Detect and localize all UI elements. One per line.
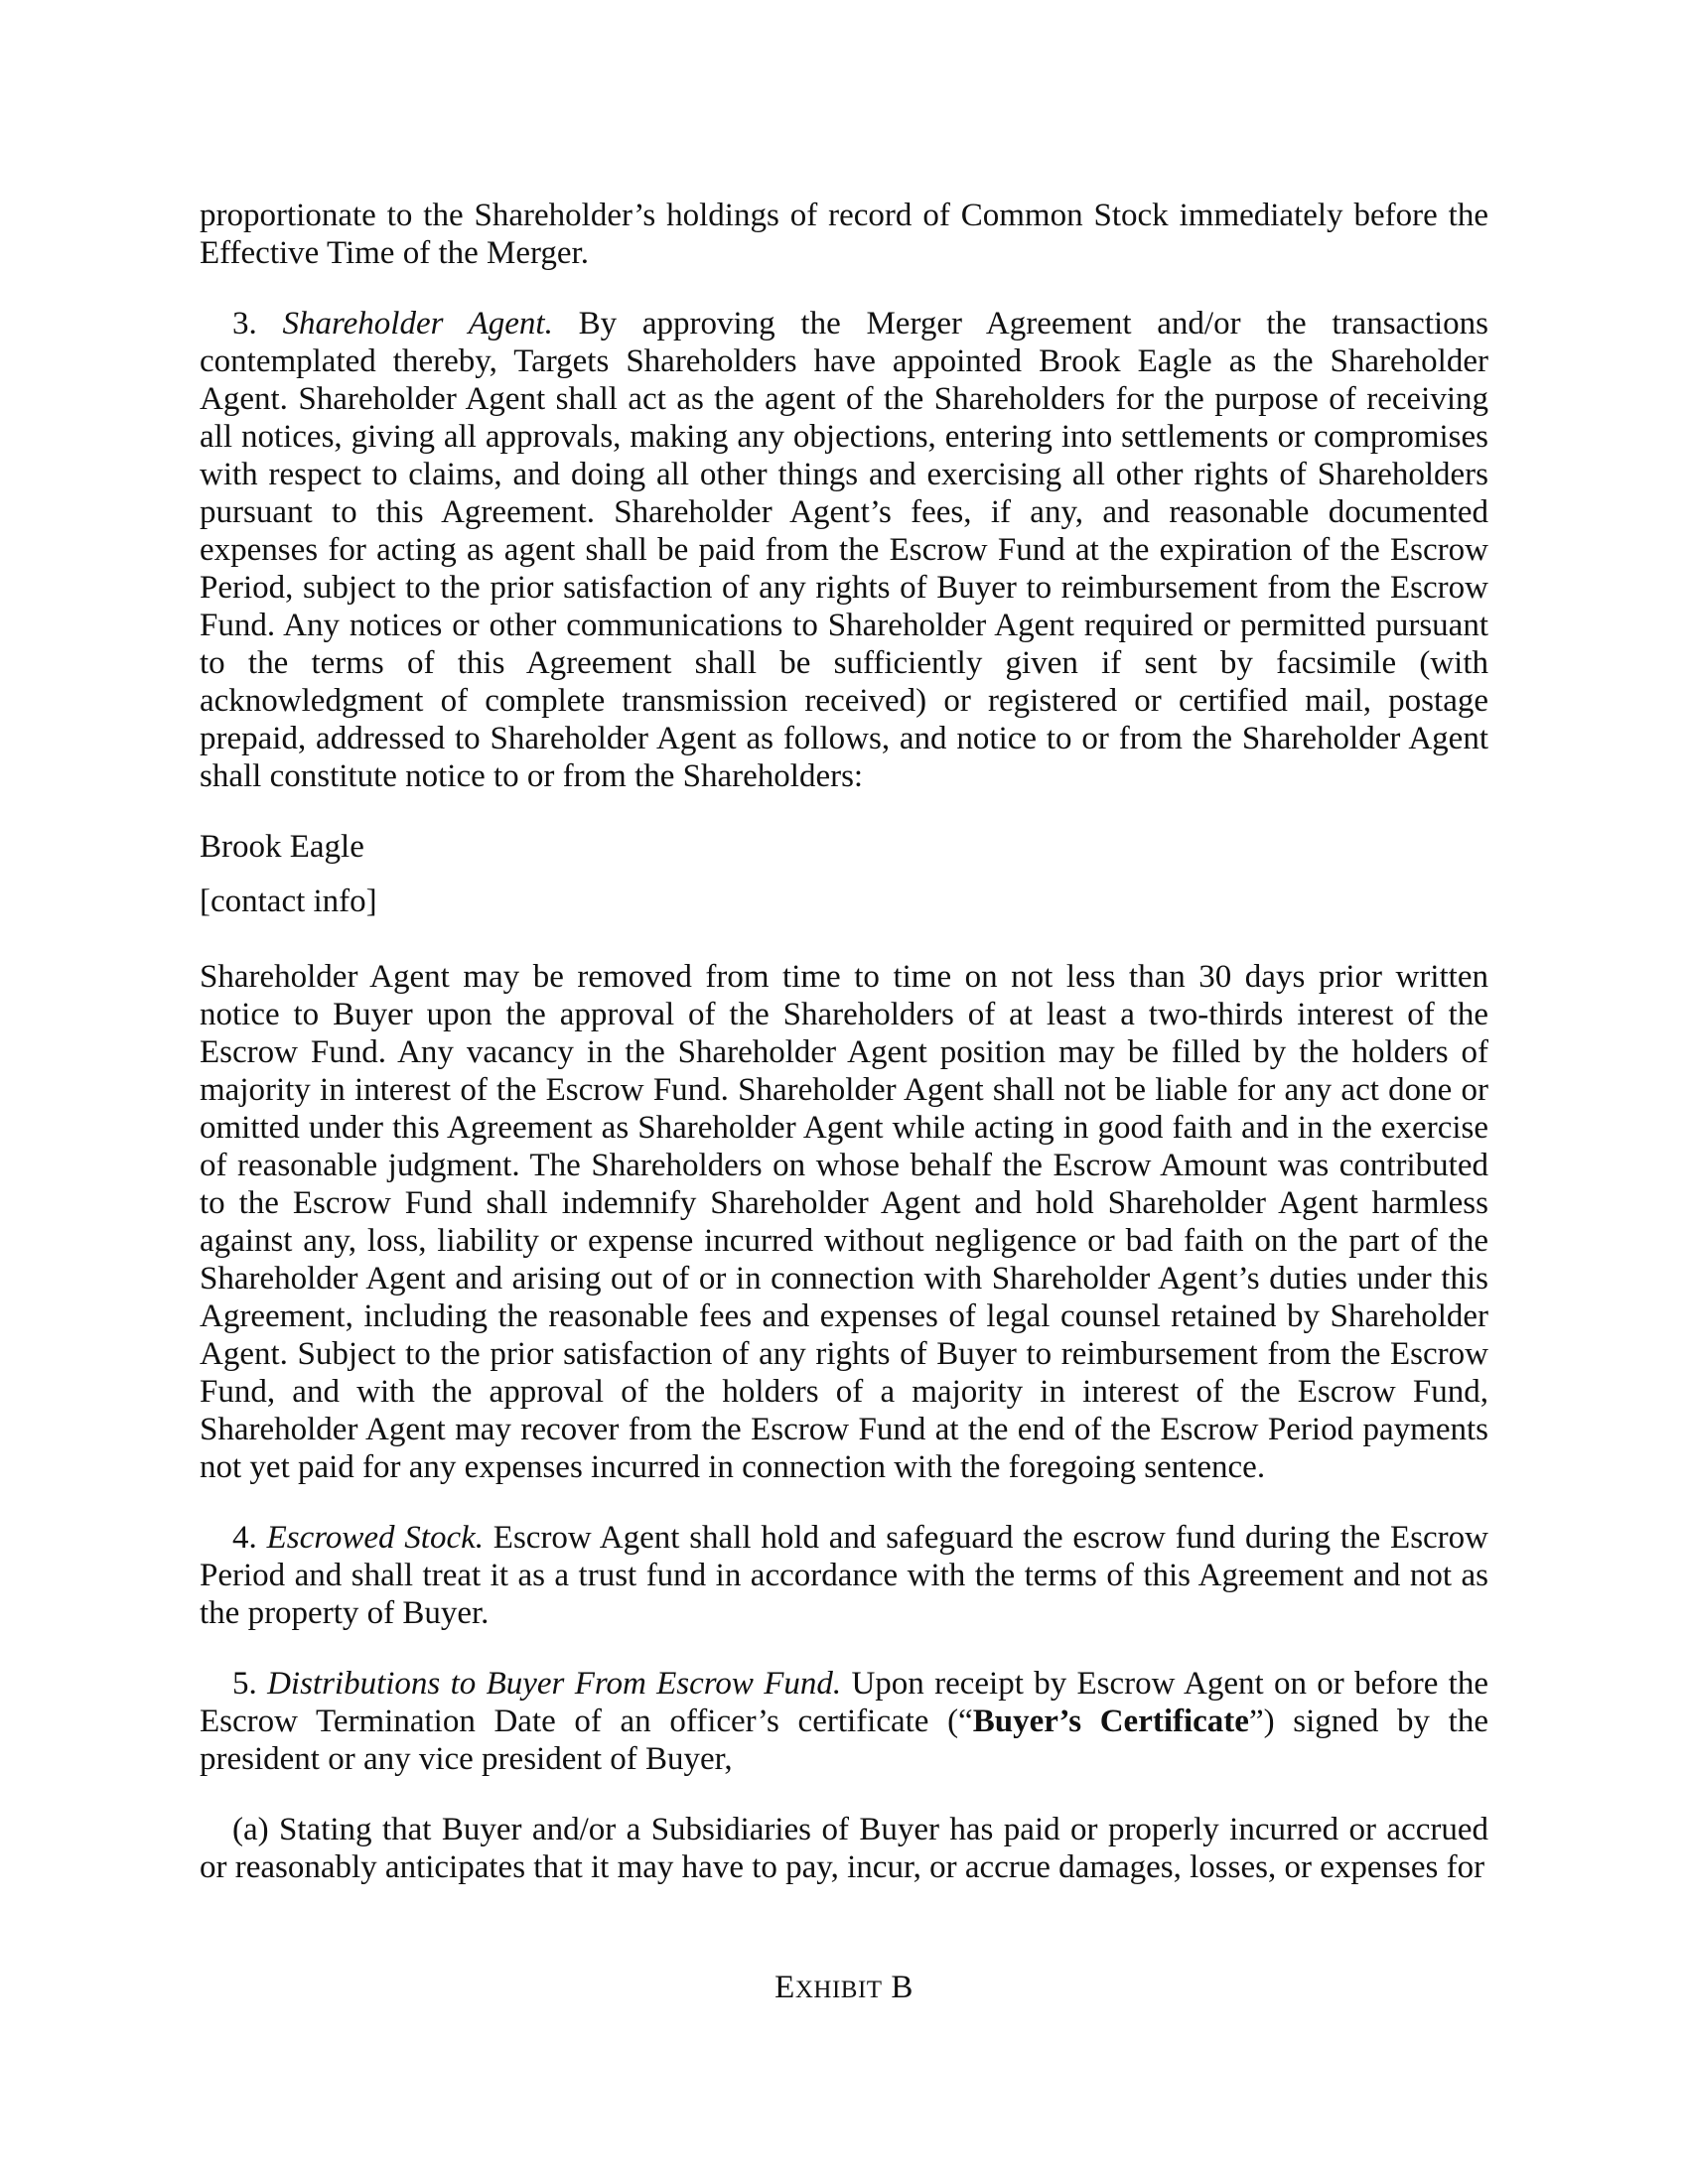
section-5-body-before: Upon receipt by Escrow Agent on or before the Escrow Termination Date of an officer’s certificate (“ [200,1666,1488,1739]
continued-paragraph: proportionate to the Shareholder’s holdings of record of Common Stock immediately before the Effective Time of the Merger. [200,198,1488,271]
exhibit-rest: XHIBIT [794,1977,883,2003]
section-5-heading: Distributions to Buyer From Escrow Fund. [267,1666,842,1702]
section-4-number: 4. [232,1520,267,1556]
section-4-body: Escrow Agent shall hold and safeguard the escrow fund during the Escrow Period and shall treat it as a trust fund in accordance with the terms of this Agreement and not as the property of Buyer. [200,1520,1489,1631]
buyers-certificate-term: Buyer’s Certificate [972,1704,1249,1739]
exhibit-initial: E [774,1970,795,2005]
section-3-body: By approving the Merger Agreement and/or the transactions contemplated thereby, Targets Shareholders have appointed Brook Eagle as the Shareholder Agent. Shareholder Agent shall act as the agent of the Shareholders for the purpose of receiving all notices, giving all approvals, making any objections, entering into settlements or compromises with respect to claims, and doing all other things and exercising all other rights of Shareholders pursuant to this Agreement. Shareholder Agent’s fees, if any, and reasonable documented expenses for acting as agent shall be paid from the Escrow Fund at the expiration of the Escrow Period, subject to the prior satisfaction of any rights of Buyer to reimbursement from the Escrow Fund. Any notices or other communications to Shareholder Agent required or permitted pursuant to the terms of this Agreement shall be sufficiently given if sent by facsimile (with acknowledgment of complete transmission received) or registered or certified mail, postage prepaid, addressed to Shareholder Agent as follows, and notice to or from the Shareholder Agent shall constitute notice to or from the Shareholders: [200,306,1489,794]
section-3-heading: Shareholder Agent. [282,306,553,341]
section-4-paragraph [200,1519,1488,1632]
clause-a-paragraph: (a) Stating that Buyer and/or a Subsidiaries of Buyer has paid or properly incurred or accrued or reasonably anticipates that it may have to pay, incur, or accrue damages, losses, or expenses for [200,1812,1488,1885]
address-contact: [contact info] [200,884,377,919]
section-5-number: 5. [232,1666,268,1702]
section-4-heading: Escrowed Stock. [266,1520,484,1556]
section-5-paragraph [200,1665,1488,1778]
section-5-body-after: ”) signed by the president or any vice president of Buyer, [200,1704,1488,1777]
exhibit-letter: B [882,1970,914,2005]
document-page [200,197,1488,1886]
removal-paragraph: Shareholder Agent may be removed from time to time on not less than 30 days prior written notice to Buyer upon the approval of the Shareholders of at least a two-thirds interest of the Escrow Fund. Any vacancy in the Shareholder Agent position may be filled by the holders of majority in interest of the Escrow Fund. Shareholder Agent shall not be liable for any act done or omitted under this Agreement as Shareholder Agent while acting in good faith and in the exercise of reasonable judgment. The Shareholders on whose behalf the Escrow Amount was contributed to the Escrow Fund shall indemnify Shareholder Agent and hold Shareholder Agent harmless against any, loss, liability or expense incurred without negligence or bad faith on the part of the Shareholder Agent and arising out of or in connection with Shareholder Agent’s duties under this Agreement, including the reasonable fees and expenses of legal counsel retained by Shareholder Agent. Subject to the prior satisfaction of any rights of Buyer to reimbursement from the Escrow Fund, and with the approval of the holders of a majority in interest of the Escrow Fund, Shareholder Agent may recover from the Escrow Fund at the end of the Escrow Period payments not yet paid for any expenses incurred in connection with the foregoing sentence. [200,959,1488,1485]
page-footer-exhibit [0,1969,1688,2009]
section-3-number: 3. [232,306,283,341]
address-name: Brook Eagle [200,829,364,865]
section-3-paragraph [200,305,1488,795]
